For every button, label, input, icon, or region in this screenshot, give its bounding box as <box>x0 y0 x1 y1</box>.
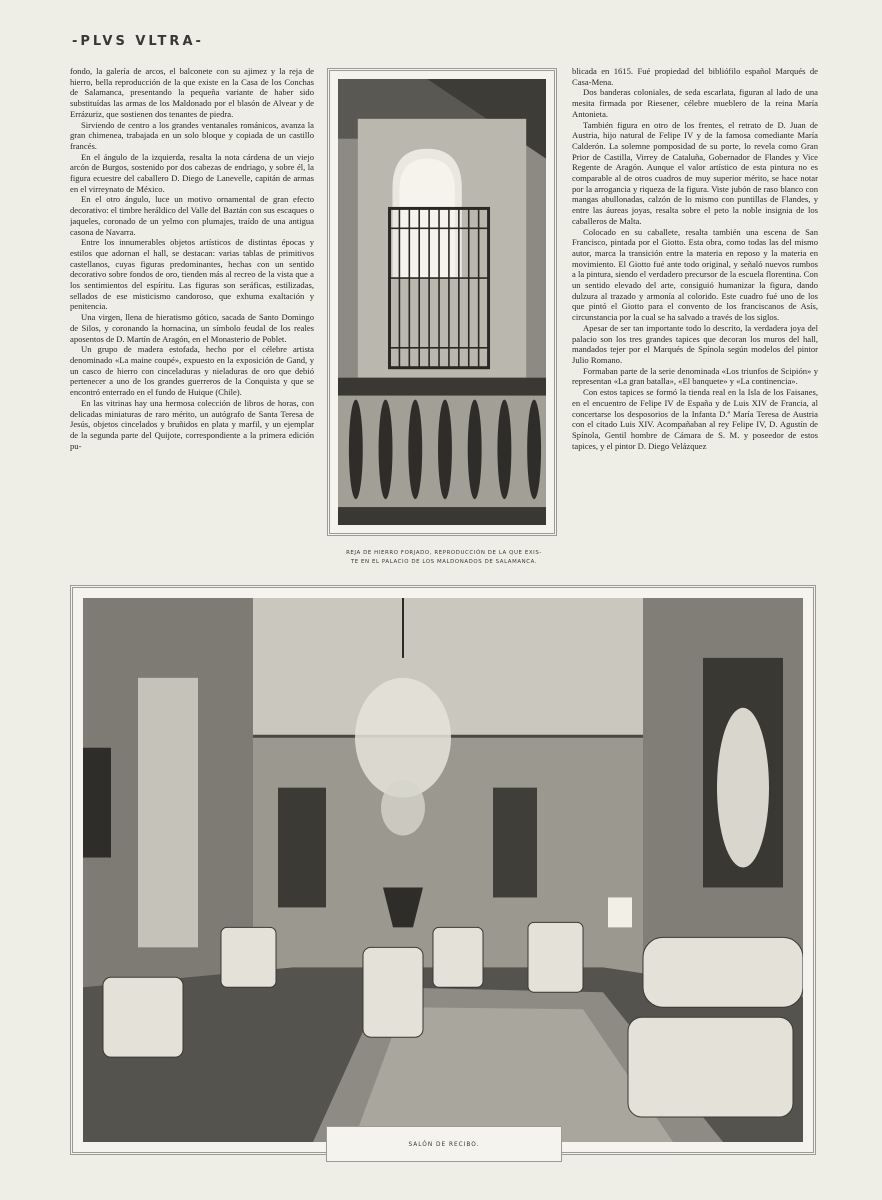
paragraph: En las vitrinas hay una hermosa colección de libros de horas, con delicadas miniaturas de raro mérito, un autógrafo de Santa Teresa de Jesús, objetos cincelados y bruñidos en plata y marfil, y un ejemplar de la segunda parte del Quijote, correspondiente a la primera edición pu- <box>70 397 314 451</box>
paragraph: Sirviendo de centro a los grandes ventanales románicos, avanza la gran chimenea, trabajada en un solo bloque y copiada de un castillo francés. <box>70 119 314 151</box>
paragraph: Dos banderas coloniales, de seda escarlata, figuran al lado de una mesita firmada por Riesener, célebre mueblero de la reina María Antonieta. <box>572 87 818 119</box>
paragraph: blicada en 1615. Fué propiedad del bibliófilo español Marqués de Casa-Mena. <box>572 66 818 87</box>
paragraph: En el otro ángulo, luce un motivo ornamental de gran efecto decorativo: el timbre heráldico del Valle del Baztán con sus escaques o jaqueles, coronado de un yelmo con plumajes, traído de una antigua casona de Navarra. <box>70 194 314 237</box>
paragraph: Con estos tapices se formó la tienda real en la Isla de los Faisanes, en el encuentro de Felipe IV de España y de Luis XIV de Francia, al concertarse los desposorios de la Infanta D.ª María Teresa de Austria con el citado Luis XIV. Acompañaban al rey Felipe IV, D. Agustín de Spínola, Gentil hombre de Cámara de S. M. y poseedor de estos tapices, y el pintor D. Diego Velázquez <box>572 387 818 451</box>
caption-line: REJA DE HIERRO FORJADO, REPRODUCCIÓN DE LA QUE EXIS- <box>346 550 542 556</box>
paragraph: También figura en otro de los frentes, el retrato de D. Juan de Austria, hijo natural de Felipe IV y de la famosa comediante María Calderón. La solemne pomposidad de su porte, lo revela como Gran Prior de Castilla, Virrey de Cataluña, Gobernador de Flandes y Vice Regente de Aragón. Aunque el valor artístico de esta pintura no es comparable al de otros cuadros de muy superior mérito, se hace notar por la arrogancia y riqueza de la figura. Viste jubón de raso blanco con mangas abullonadas, calzón de lo mismo con puntillas de Flandes, y entre las áureas joyas, resalta sobre el peto la noble insignia de los caballeros de Malta. <box>572 119 818 226</box>
salon-photo <box>70 585 816 1155</box>
paragraph: Apesar de ser tan importante todo lo descrito, la verdadera joya del palacio son los tres grandes tapices que decoran los muros del hall, mandados tejer por el Marqués de Spínola según modelos del pintor Julio Romano. <box>572 322 818 365</box>
paragraph: Entre los innumerables objetos artísticos de distintas épocas y estilos que adornan el hall, se destacan: varias tablas de primitivos castellanos, cuyas figuras predominantes, hechas con un sentido decorativo sobre fondos de oro, tienden más al recreo de la vista que a los sentimientos del espíritu. Las figuras son seráficas, estilizadas, sellados de ese misticismo candoroso, que exhuma exaltación y penitencia. <box>70 237 314 312</box>
right-text-column <box>572 66 818 568</box>
balcony-illustration <box>338 79 546 525</box>
left-text-column <box>70 66 314 568</box>
caption-line: TE EN EL PALACIO DE LOS MALDONADOS DE SALAMANCA. <box>350 559 538 565</box>
salon-illustration <box>83 598 803 1142</box>
photo-caption <box>324 549 564 567</box>
magazine-header: -PLVS VLTRA- <box>72 34 204 49</box>
salon-caption: SALÓN DE RECIBO. <box>326 1126 562 1162</box>
paragraph: Formaban parte de la serie denominada «Los triunfos de Scipión» y representan «La gran batalla», «El banquete» y «La continencia». <box>572 365 818 387</box>
paragraph: fondo, la galería de arcos, el balconete con su ajimez y la reja de hierro, bella reproducción de la que existe en la Casa de los Conchas de Salamanca, presentando la pequeña variante de haber sido substituídas las armas de los Maldonado por el blasón de Alvear y de Errázuriz, que sostienen dos tenantes de piedra. <box>70 66 314 119</box>
paragraph: En el ángulo de la izquierda, resalta la nota cárdena de un viejo arcón de Burgos, sostenido por dos cabezas de endriago, y sobre él, la figura ecuestre del caballero D. Diego de Lanevelle, capitán de armas en el virreynato de México. <box>70 151 314 194</box>
paragraph: Un grupo de madera estofada, hecho por el célebre artista denominado «La maine coupé», expuesto en la exposición de Gand, y un casco de hierro con cinceladuras y nieladuras de oro que debió pertenecer a uno de los grandes guerreros de la Conquista y que se encontró enterrado en el fundo de Huique (Chile). <box>70 344 314 398</box>
paragraph: Una virgen, llena de hieratismo gótico, sacada de Santo Domingo de Silos, y coronando la hornacina, un símbolo feudal de los reales aposentos de D. Martín de Aragón, en el Monasterio de Poblet. <box>70 312 314 344</box>
iron-grille-photo <box>327 68 557 536</box>
paragraph: Colocado en su caballete, resalta también una escena de San Francisco, pintada por el Giotto. Esta obra, como todas las del mismo autor, marca la transición entre la materia en reposo y la materia en movimiento. El Giotto fué ante todo original, y señaló nuevos rumbos a la pintura, siendo el verdadero precursor de la escuela florentina. Con un sentido elevado del arte, consiguió humanizar la figura, dando dulzura al trazado y armonía al colorido. Este cuadro fué uno de los que pintó el Giotto para el convento de los franciscanos de Asís, circunstancia por la cual se ha salvado a través de los siglos. <box>572 226 818 323</box>
